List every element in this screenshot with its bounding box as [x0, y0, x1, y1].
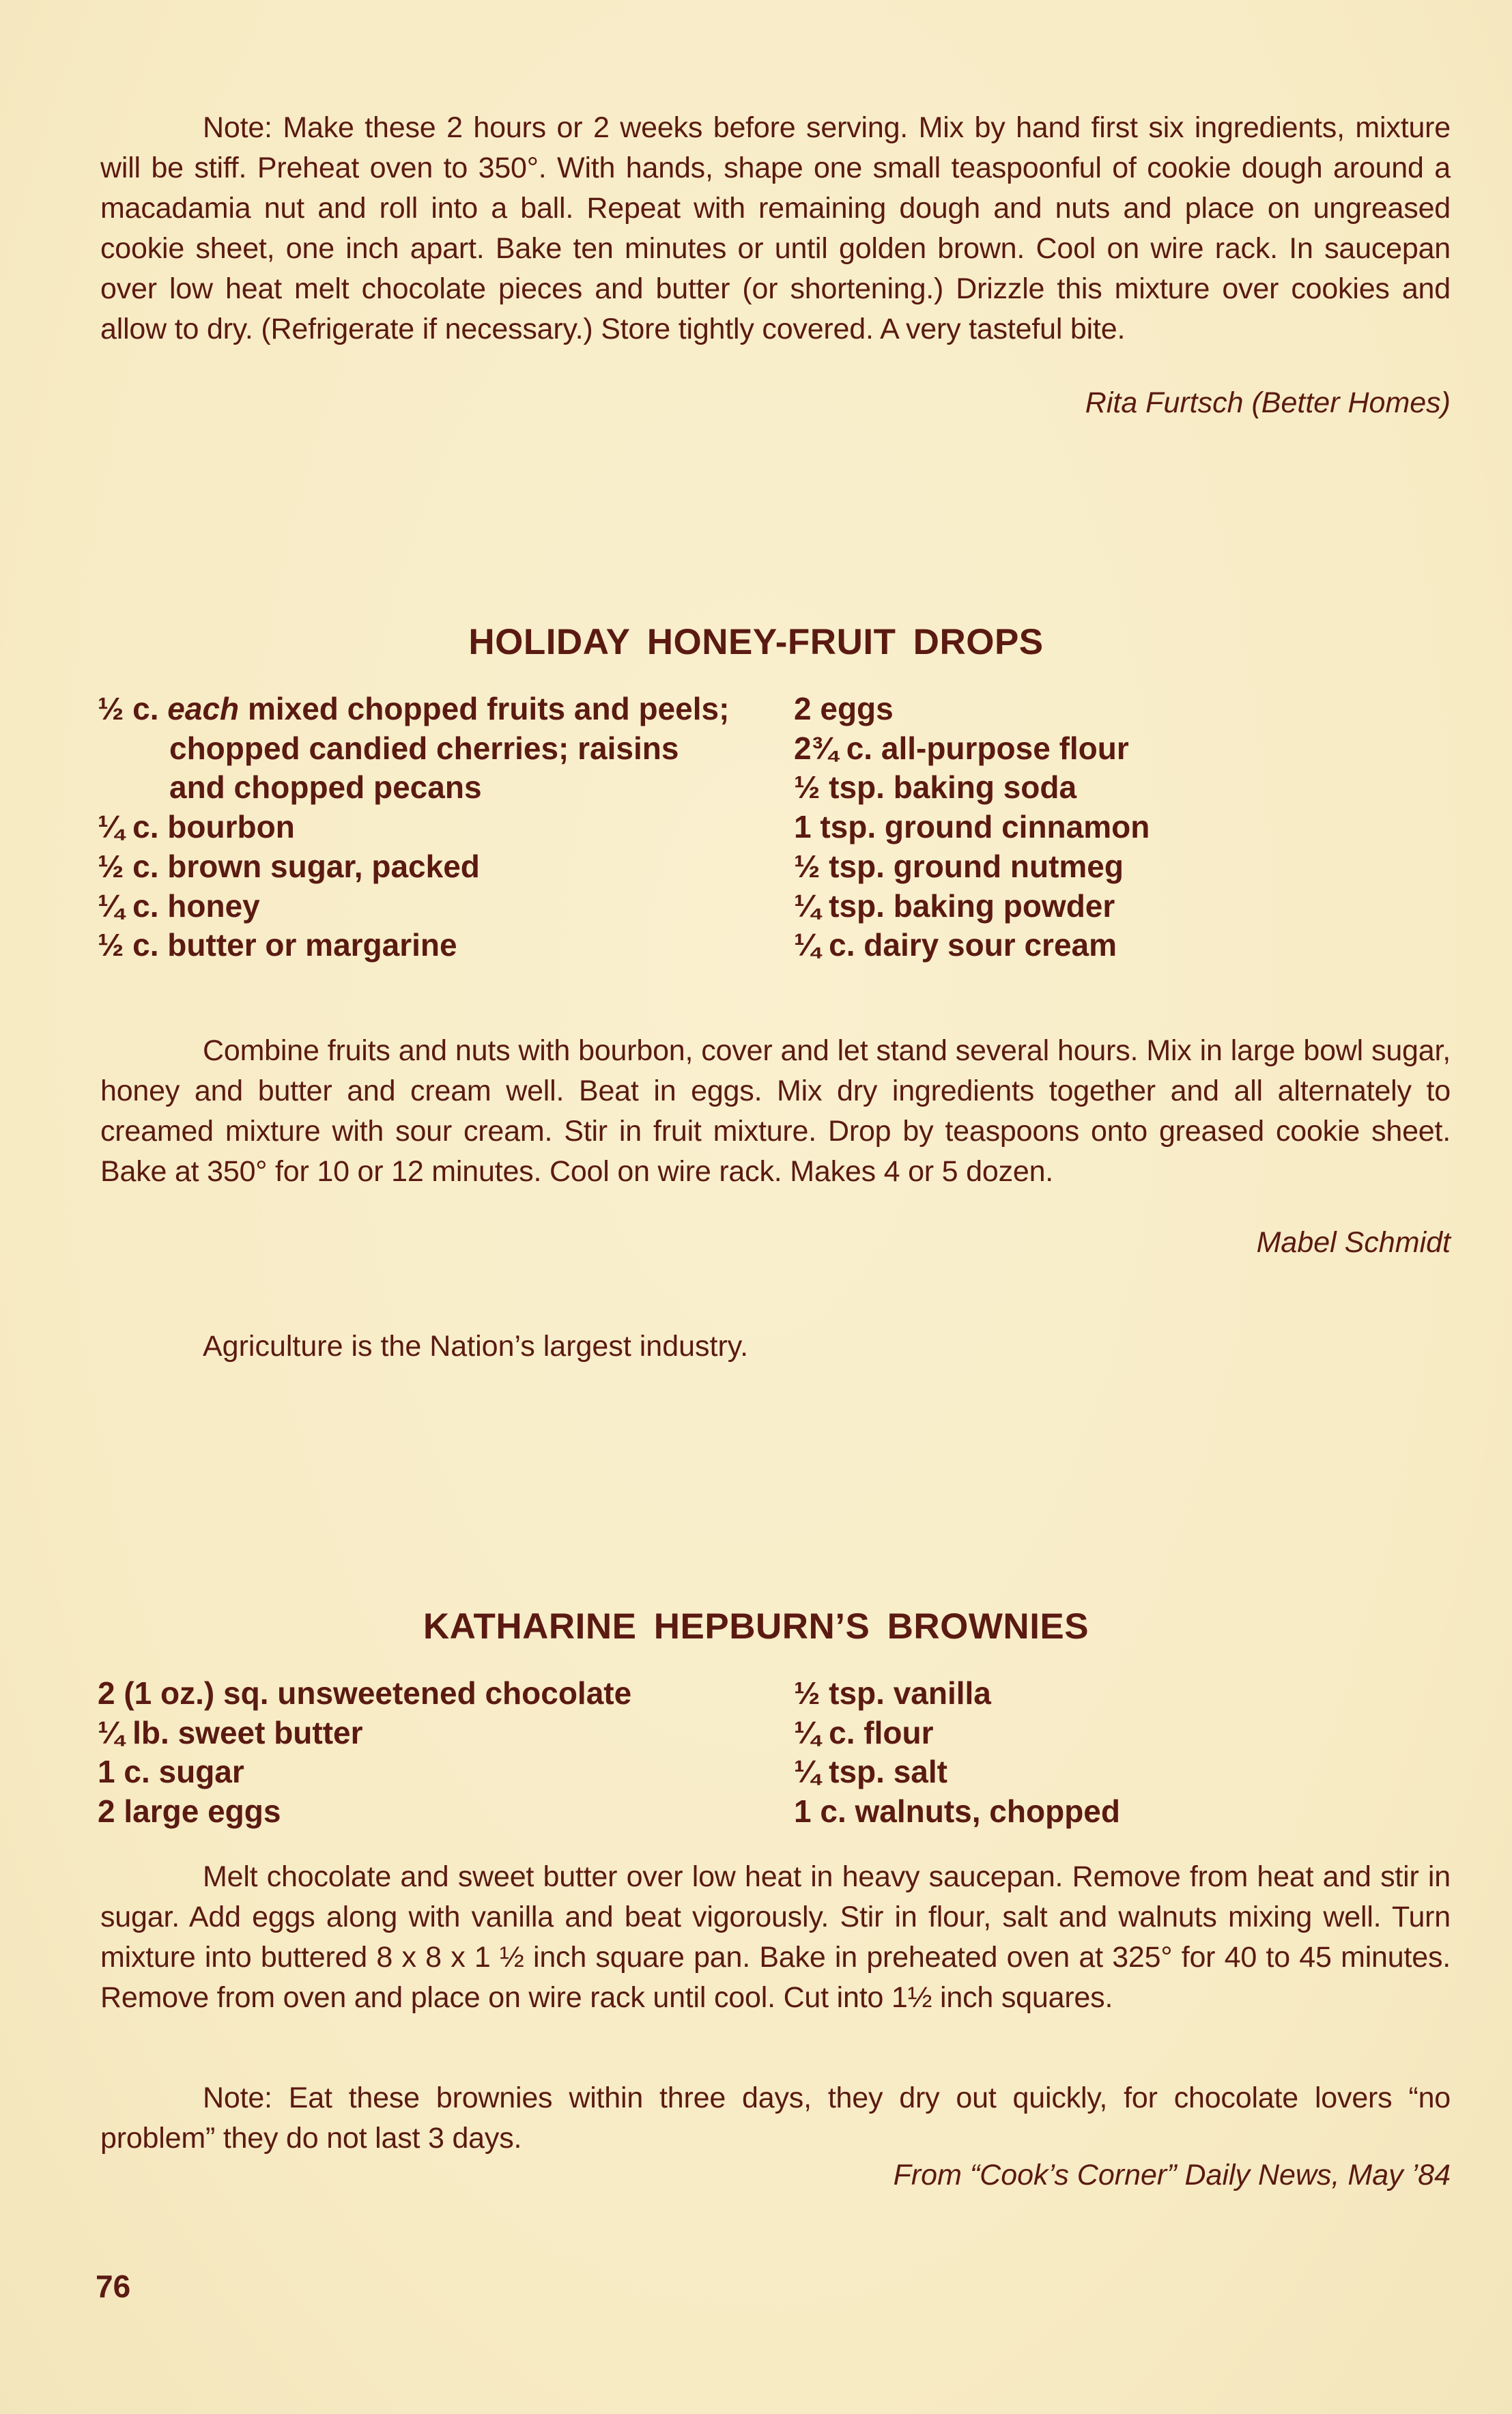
ingredient-item: ¼ c. flour: [794, 1714, 934, 1750]
recipe2-note-text: Note: Eat these brownies within three days, they dry out quickly, for chocolate lovers “no problem” they do not last 3 days.: [100, 2082, 1451, 2155]
ingredient-item: 2 large eggs: [98, 1793, 281, 1830]
recipe2-ingredients-right: [794, 1674, 1408, 1832]
recipe1-directions-text: Combine fruits and nuts with bourbon, cover and let stand several hours. Mix in large bowl sugar, honey and butter and cream well. Beat in eggs. Mix dry ingredients together and all alternately to creamed mixture with sour cream. Stir in fruit mixture. Drop by teaspoons onto greased cookie sheet. Bake at 350° for 10 or 12 minutes. Cool on wire rack. Makes 4 or 5 dozen.: [100, 1034, 1451, 1188]
ingredient-qty: ¼ c.: [98, 888, 159, 924]
macadamia-note-text: [100, 108, 1451, 350]
ingredient-item: [98, 690, 739, 808]
ingredient-item: [98, 847, 739, 887]
ingredient-name: butter or margarine: [167, 927, 457, 963]
recipe2-title: KATHARINE HEPBURN’S BROWNIES: [423, 1606, 1089, 1647]
macadamia-note-block: [100, 108, 1451, 350]
ingredient-item: ½ tsp. ground nutmeg: [794, 848, 1124, 884]
recipe2-note-block: [100, 2078, 1451, 2159]
recipe1-directions: [100, 1031, 1451, 1192]
ingredient-item: 2 eggs: [794, 691, 894, 726]
page-number: 76: [96, 2269, 131, 2304]
macadamia-note-body: Note: Make these 2 hours or 2 weeks before serving. Mix by hand first six ingredients, mixture will be stiff. Preheat oven to 350°. With hands, shape one small teaspoonful of cookie dough around a macadamia nut and roll into a ball. Repeat with remaining dough and nuts and place on ungreased cookie sheet, one inch apart. Bake ten minutes or until golden brown. Cool on wire rack. In saucepan over low heat melt chocolate pieces and butter (or shortening.) Drizzle this mixture over cookies and allow to dry. (Refrigerate if necessary.) Store tightly covered. A very tasteful bite.: [100, 111, 1451, 345]
recipe2-directions: [100, 1857, 1451, 2018]
ingredient-item: 1 c. sugar: [98, 1754, 244, 1790]
recipe1-ingredients-right: [794, 690, 1408, 965]
recipe2-directions-text: Melt chocolate and sweet butter over low heat in heavy saucepan. Remove from heat and stir in sugar. Add eggs along with vanilla and beat vigorously. Stir in flour, salt and walnuts mixing well. Turn mixture into buttered 8 x 8 x 1 ½ inch square pan. Bake in preheated oven at 325° for 40 to 45 minutes. Remove from oven and place on wire rack until cool. Cut into 1½ inch squares.: [100, 1860, 1451, 2014]
filler-text: Agriculture is the Nation’s largest industry.: [203, 1330, 749, 1363]
ingredient-item: ½ tsp. baking soda: [794, 769, 1077, 806]
recipe2-note: [100, 2078, 1451, 2159]
recipe2-ingredients-left: [98, 1674, 753, 1832]
ingredient-item: ¼ tsp. salt: [794, 1754, 947, 1790]
macadamia-note-attribution: Rita Furtsch (Better Homes): [1085, 386, 1451, 419]
ingredient-item: [98, 808, 739, 847]
ingredient-item: [98, 887, 739, 926]
ingredient-item: 1 tsp. ground cinnamon: [794, 809, 1150, 845]
ingredient-name: honey: [167, 888, 260, 924]
recipe1-attribution: Mabel Schmidt: [1256, 1226, 1451, 1259]
ingredient-name: brown sugar, packed: [167, 848, 480, 884]
ingredient-item: 2¾ c. all-purpose flour: [794, 730, 1129, 766]
ingredient-emphasis: each: [167, 691, 240, 726]
ingredient-item: 1 c. walnuts, chopped: [794, 1793, 1120, 1830]
ingredient-item: ½ tsp. vanilla: [794, 1675, 991, 1711]
recipe1-directions-block: [100, 1031, 1451, 1192]
recipe1-title: HOLIDAY HONEY-FRUIT DROPS: [468, 622, 1044, 662]
recipe2-attribution: From “Cook’s Corner” Daily News, May ’84: [893, 2159, 1451, 2191]
recipe1-ingredients-left: [98, 690, 739, 965]
ingredient-item: [98, 926, 739, 965]
ingredient-qty: ½ c.: [98, 927, 159, 963]
ingredient-qty: ½ c.: [98, 691, 159, 726]
ingredient-item: ¼ lb. sweet butter: [98, 1714, 363, 1750]
ingredient-item: 2 (1 oz.) sq. unsweetened chocolate: [98, 1675, 632, 1711]
ingredient-name: bourbon: [167, 809, 295, 845]
ingredient-qty: ½ c.: [98, 848, 159, 884]
ingredient-qty: ¼ c.: [98, 809, 159, 845]
ingredient-item: ¼ tsp. baking powder: [794, 888, 1115, 924]
ingredient-name: mixed chopped fruits and peels; chopped candied cherries; raisins and chopped pecans: [169, 691, 730, 806]
recipe2-directions-block: [100, 1857, 1451, 2018]
ingredient-item: ¼ c. dairy sour cream: [794, 927, 1117, 963]
